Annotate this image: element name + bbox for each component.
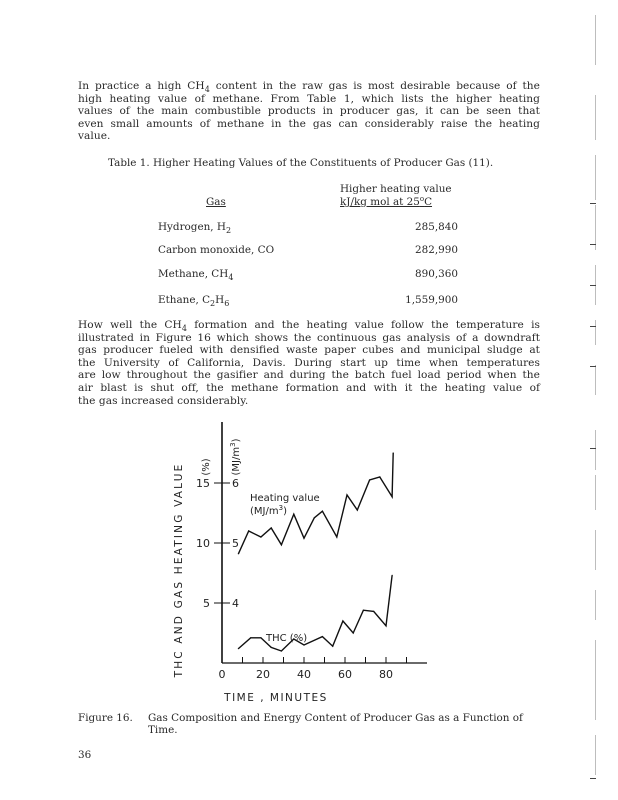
paragraph-line: are low throughout the gasifier and during the batch fuel load period when the xyxy=(78,369,540,382)
thc-point xyxy=(322,636,323,637)
thc-point xyxy=(303,644,304,645)
figure-caption-label: Figure 16. xyxy=(78,712,133,724)
series-label-heating-value: Heating value xyxy=(250,493,320,504)
thc-point xyxy=(363,610,364,611)
y-axis-unit-mj: $(MJ/m^3)$ xyxy=(229,438,242,476)
margin-line xyxy=(595,365,596,395)
table-header-value: Higher heating value xyxy=(340,183,452,195)
figure-caption-text: Gas Composition and Energy Content of Producer Gas as a Function of Time. xyxy=(148,712,523,737)
thc-point xyxy=(250,637,251,638)
paragraph-figure-intro xyxy=(78,319,540,407)
chart-ticks xyxy=(196,477,407,681)
heating-value-point xyxy=(346,494,347,495)
paragraph-line: even small amounts of methane in the gas can considerably raise the heating xyxy=(78,117,540,130)
heating-value-point xyxy=(336,536,337,537)
x-tick-label: 80 xyxy=(379,668,393,681)
paragraph-line: the University of California, Davis. During start up time when temperatures xyxy=(78,356,540,369)
chart-series xyxy=(238,452,394,651)
margin-tick xyxy=(590,448,596,449)
thc-point xyxy=(281,650,282,651)
paragraph-line: value. xyxy=(78,130,111,143)
table-cell-value: 282,990 xyxy=(415,244,458,256)
thc-line xyxy=(238,575,392,651)
thc-point xyxy=(260,637,261,638)
x-axis-label: TIME , MINUTES xyxy=(224,692,328,704)
thc-point xyxy=(353,632,354,633)
heating-value-point xyxy=(271,527,272,528)
figure-16-chart xyxy=(150,410,450,710)
heating-value-point xyxy=(238,553,239,554)
thc-point xyxy=(342,620,343,621)
margin-tick xyxy=(590,326,596,327)
table-header-gas: Gas xyxy=(206,196,226,208)
heating-value-point xyxy=(322,511,323,512)
table-cell-gas: Ethane, $C_2H_6$ xyxy=(158,294,230,308)
margin-tick xyxy=(590,244,596,245)
table-title: Table 1. Higher Heating Values of the Constituents of Producer Gas (11). xyxy=(108,157,494,169)
y-tick-label-percent: 10 xyxy=(196,537,210,550)
paragraph-line: How well the $CH_4$ formation and the heating value follow the temperature is xyxy=(78,319,540,333)
margin-line xyxy=(595,15,596,65)
margin-tick xyxy=(590,203,596,204)
series-label-thc: THC (%) xyxy=(266,633,308,644)
table-header-unit: kJ/kg mol at 25$^o$C xyxy=(340,195,433,208)
margin-line xyxy=(595,680,596,720)
heating-value-point xyxy=(303,538,304,539)
margin-line xyxy=(595,430,596,470)
margin-line xyxy=(595,640,596,680)
y-tick-label-percent: 15 xyxy=(196,477,210,490)
thc-point xyxy=(373,611,374,612)
paragraph-line: the gas increased considerably. xyxy=(78,394,249,407)
margin-line xyxy=(595,475,596,510)
y-tick-label-mj: 6 xyxy=(232,477,239,490)
y-tick-label-mj: 5 xyxy=(232,537,239,550)
margin-line xyxy=(595,320,596,345)
margin-line xyxy=(595,735,596,775)
x-tick-label: 20 xyxy=(256,668,270,681)
x-tick-label: 40 xyxy=(297,668,311,681)
heating-value-point xyxy=(281,544,282,545)
heating-value-point xyxy=(260,536,261,537)
thc-point xyxy=(271,647,272,648)
margin-line xyxy=(595,590,596,620)
y-tick-label-mj: 4 xyxy=(232,597,239,610)
page-number: 36 xyxy=(78,749,92,761)
margin-line xyxy=(595,530,596,570)
thc-point xyxy=(385,625,386,626)
table-cell-value: 890,360 xyxy=(415,268,458,280)
margin-tick xyxy=(590,366,596,367)
paragraph-line: values of the main combustible products in producer gas, it can be seen that xyxy=(78,105,540,118)
thc-point xyxy=(392,575,393,576)
margin-line xyxy=(595,95,596,140)
y-axis-unit-percent: (%) xyxy=(201,458,212,476)
thc-point xyxy=(332,646,333,647)
paragraph-line: In practice a high $CH_4$ content in the raw gas is most desirable because of the xyxy=(78,80,540,94)
heating-value-point xyxy=(248,530,249,531)
margin-tick xyxy=(590,285,596,286)
paragraph-line: gas producer fueled with densified waste paper cubes and municipal sludge at xyxy=(78,344,540,357)
table-cell-gas: Methane, $CH_4$ xyxy=(158,268,234,282)
paragraph-line: air blast is shut off, the methane formation and with it the heating value of xyxy=(78,381,540,394)
margin-line xyxy=(595,155,596,200)
y-tick-label-percent: 5 xyxy=(203,597,210,610)
table-cell-value: 285,840 xyxy=(415,221,458,233)
heating-value-point xyxy=(393,452,394,453)
x-tick-label: 60 xyxy=(338,668,352,681)
table-cell-gas: Hydrogen, $H_2$ xyxy=(158,221,232,235)
heating-value-point xyxy=(379,476,380,477)
paragraph-intro xyxy=(78,80,540,143)
thc-point xyxy=(238,648,239,649)
paragraph-line: illustrated in Figure 16 which shows the continuous gas analysis of a downdraft xyxy=(78,331,540,344)
table-cell-gas: Carbon monoxide, CO xyxy=(158,244,275,256)
margin-tick xyxy=(590,778,596,779)
heating-value-point xyxy=(293,514,294,515)
heating-value-point xyxy=(357,509,358,510)
x-tick-label: 0 xyxy=(218,668,226,681)
series-label-heating-value-unit: $(MJ/m^3)$ xyxy=(250,504,287,517)
y-axis-label: THC AND GAS HEATING VALUE xyxy=(173,462,185,678)
heating-value-point xyxy=(392,496,393,497)
paragraph-line: high heating value of methane. From Table 1, which lists the higher heating xyxy=(78,92,540,105)
heating-value-point xyxy=(369,479,370,480)
table-cell-value: 1,559,900 xyxy=(405,294,458,306)
heating-value-point xyxy=(314,517,315,518)
chart-axes xyxy=(222,422,427,663)
